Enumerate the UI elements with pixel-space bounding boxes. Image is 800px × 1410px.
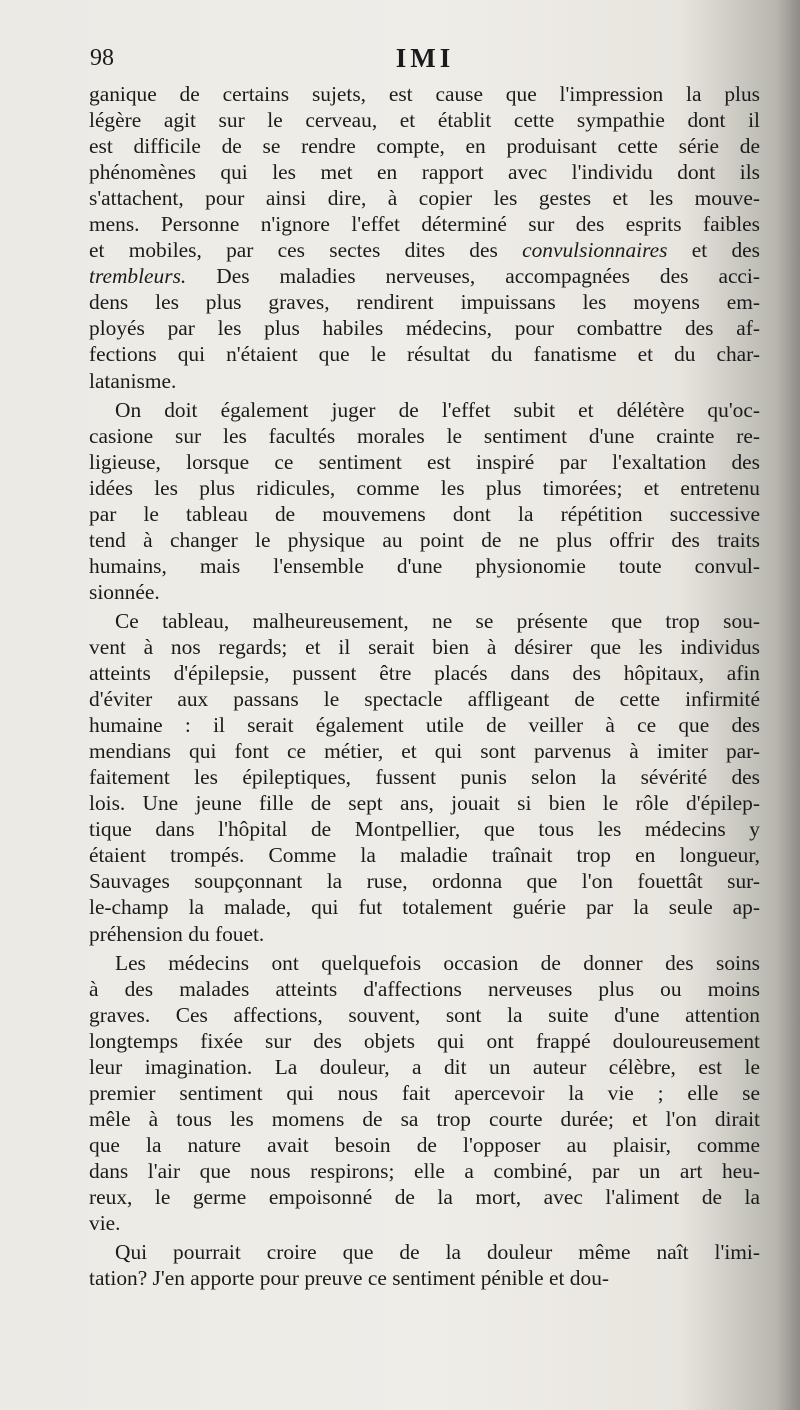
text-line: par le tableau de mouvemens dont la répétition successive <box>89 501 760 526</box>
text-line: ligieuse, lorsque ce sentiment est inspiré par l'exaltation des <box>89 449 760 474</box>
text-line: vent à nos regards; et il serait bien à désirer que les individus <box>89 634 760 659</box>
text-line: dens les plus graves, rendirent impuissans les moyens em- <box>89 290 760 315</box>
page-number: 98 <box>90 45 114 71</box>
running-title: IMI <box>395 43 455 73</box>
text-line: trembleurs. Des maladies nerveuses, accompagnées des acci- <box>89 264 760 289</box>
text-line: Ce tableau, malheureusement, ne se présente que trop sou- <box>115 608 760 633</box>
text-line: latanisme. <box>89 368 177 393</box>
text-line: le-champ la malade, qui fut totalement guérie par la seule ap- <box>89 895 760 920</box>
text-line: mendians qui font ce métier, et qui sont parvenus à imiter par- <box>89 739 760 764</box>
italic-term: trembleurs. <box>89 264 187 289</box>
text-line: et mobiles, par ces sectes dites des convulsionnaires et des <box>89 238 760 263</box>
text-line: casione sur les facultés morales le sentiment d'une crainte re- <box>89 423 760 448</box>
text-line: ganique de certains sujets, est cause que l'impression la plus <box>89 82 760 106</box>
text-line: mens. Personne n'ignore l'effet déterminé sur des esprits faibles <box>89 212 760 237</box>
text-line: sionnée. <box>89 579 160 604</box>
text-line: fections qui n'étaient que le résultat du fanatisme et du char- <box>89 342 760 367</box>
text-line: que la nature avait besoin de l'opposer au plaisir, comme <box>89 1132 760 1157</box>
text-line: d'éviter aux passans le spectacle affligeant de cette infirmité <box>89 687 760 712</box>
text-line: étaient trompés. Comme la maladie traînait trop en longueur, <box>89 843 760 868</box>
text-line: tique dans l'hôpital de Montpellier, que tous les médecins y <box>89 817 760 842</box>
text-line: humaine : il serait également utile de veiller à ce que des <box>89 713 760 738</box>
text-line: premier sentiment qui nous fait apercevoir la vie ; elle se <box>89 1080 760 1105</box>
text-line: préhension du fouet. <box>89 921 265 946</box>
text-line: mêle à tous les momens de sa trop courte durée; et l'on dirait <box>89 1106 760 1131</box>
page-body-text <box>89 81 760 1291</box>
text-line: Qui pourrait croire que de la douleur même naît l'imi- <box>115 1240 760 1265</box>
text-line: graves. Ces affections, souvent, sont la suite d'une attention <box>89 1002 760 1027</box>
text-line: à des malades atteints d'affections nerveuses plus ou moins <box>89 976 760 1001</box>
text-line: Les médecins ont quelquefois occasion de donner des soins <box>115 950 760 975</box>
text-line: ployés par les plus habiles médecins, pour combattre des af- <box>89 316 760 341</box>
italic-term: convulsionnaires <box>522 238 668 263</box>
text-line: tend à changer le physique au point de ne plus offrir des traits <box>89 527 760 552</box>
text-line: atteints d'épilepsie, pussent être placés dans des hôpitaux, afin <box>89 661 760 686</box>
text-line: idées les plus ridicules, comme les plus timorées; et entretenu <box>89 475 760 500</box>
text-line: légère agit sur le cerveau, et établit cette sympathie dont il <box>89 108 760 133</box>
text-line: leur imagination. La douleur, a dit un auteur célèbre, est le <box>89 1054 760 1079</box>
text-line: phénomènes qui les met en rapport avec l'individu dont ils <box>89 160 760 185</box>
text-line: faitement les épileptiques, fussent punis selon la sévérité des <box>89 765 760 790</box>
text-line: lois. Une jeune fille de sept ans, jouait si bien le rôle d'épilep- <box>89 791 760 816</box>
text-line: vie. <box>89 1211 121 1236</box>
text-line: Sauvages soupçonnant la ruse, ordonna que l'on fouettât sur- <box>89 869 760 894</box>
page-header <box>90 45 760 81</box>
text-line: dans l'air que nous respirons; elle a combiné, par un art heu- <box>89 1158 760 1183</box>
text-line: On doit également juger de l'effet subit et délétère qu'oc- <box>115 397 760 422</box>
text-line: s'attachent, pour ainsi dire, à copier les gestes et les mouve- <box>89 186 760 211</box>
text-line: tation? J'en apporte pour preuve ce sentiment pénible et dou- <box>89 1266 610 1291</box>
text-line: longtemps fixée sur des objets qui ont frappé douloureusement <box>89 1028 760 1053</box>
text-line: reux, le germe empoisonné de la mort, avec l'aliment de la <box>89 1184 760 1209</box>
text-line: humains, mais l'ensemble d'une physionomie toute convul- <box>89 553 760 578</box>
text-line: est difficile de se rendre compte, en produisant cette série de <box>89 134 760 159</box>
